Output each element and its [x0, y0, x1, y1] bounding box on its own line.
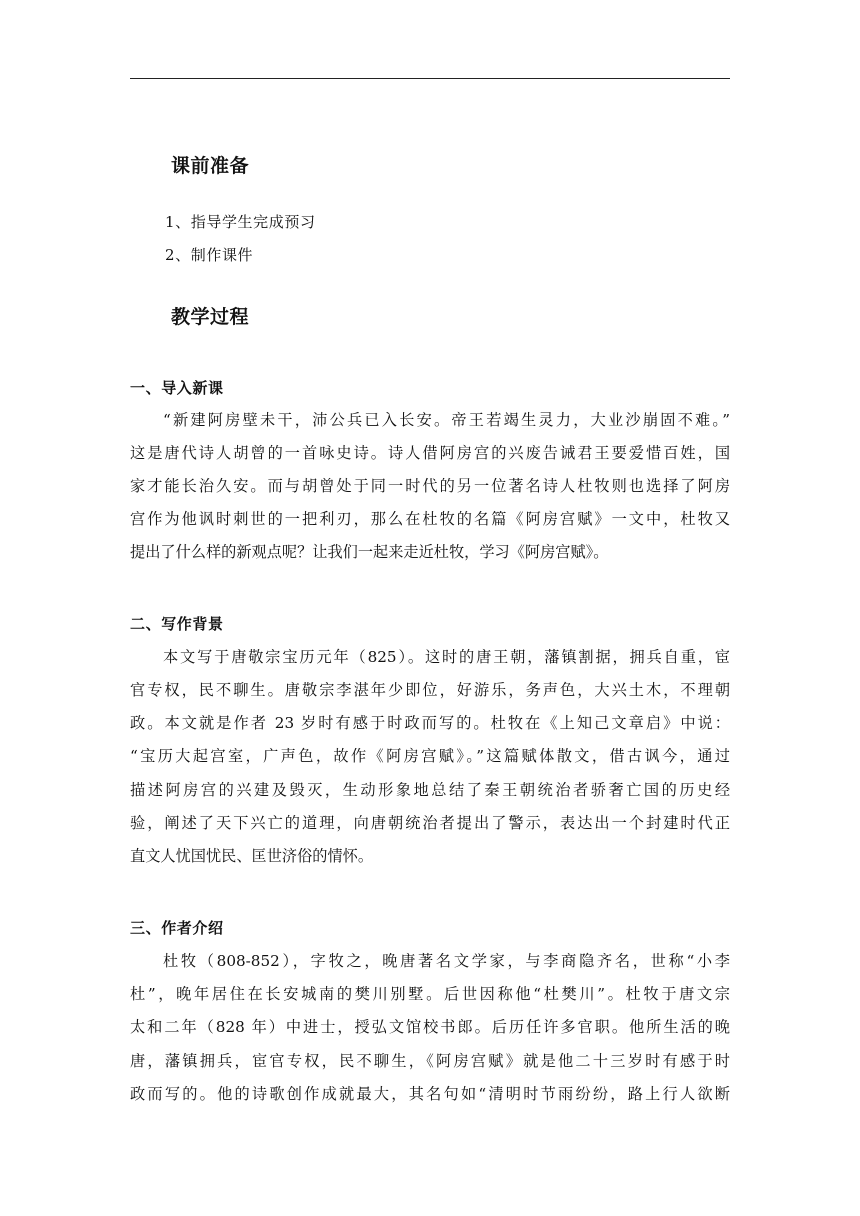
background-line-6: 验，阐述了天下兴亡的道理，向唐朝统治者提出了警示，表达出一个封建时代正 — [130, 814, 730, 832]
background-line-2: 官专权，民不聊生。唐敬宗李湛年少即位，好游乐，务声色，大兴土木，不理朝 — [130, 681, 730, 699]
background-line-5: 描述阿房宫的兴建及毁灭，生动形象地总结了秦王朝统治者骄奢亡国的历史经 — [130, 781, 730, 799]
background-line-1: 本文写于唐敬宗宝历元年（825）。这时的唐王朝，藩镇割据，拥兵自重，宦 — [163, 648, 730, 666]
intro-line-3: 家才能长治久安。而与胡曾处于同一时代的另一位著名诗人杜牧则也选择了阿房 — [130, 477, 730, 495]
author-line-4: 唐，藩镇拥兵，宦官专权，民不聊生，《阿房宫赋》就是他二十三岁时有感于时 — [130, 1052, 730, 1070]
prep-title: 课前准备 — [171, 155, 250, 177]
author-heading: 三、作者介绍 — [130, 919, 224, 937]
prep-item-1: 1、指导学生完成预习 — [165, 213, 316, 231]
background-line-4: “宝历大起宫室，广声色，故作《阿房宫赋》。”这篇赋体散文，借古讽今，通过 — [130, 747, 730, 765]
intro-heading: 一、导入新课 — [130, 379, 224, 397]
intro-line-4: 宫作为他讽时刺世的一把利刃，那么在杜牧的名篇《阿房宫赋》一文中，杜牧又 — [130, 510, 730, 528]
author-line-5: 政而写的。他的诗歌创作成就最大，其名句如“清明时节雨纷纷，路上行人欲断 — [130, 1085, 730, 1103]
intro-line-2: 这是唐代诗人胡曾的一首咏史诗。诗人借阿房宫的兴废告诫君王要爱惜百姓，国 — [130, 444, 730, 462]
process-title: 教学过程 — [171, 306, 250, 328]
author-line-1: 杜牧（808-852），字牧之，晚唐著名文学家，与李商隐齐名，世称“小李 — [163, 952, 730, 970]
author-line-3: 太和二年（828 年）中进士，授弘文馆校书郎。后历任许多官职。他所生活的晚 — [130, 1018, 730, 1036]
background-line-7: 直文人忧国忧民、匡世济俗的情怀。 — [130, 847, 373, 865]
prep-item-2: 2、制作课件 — [165, 246, 254, 264]
header-rule — [130, 78, 730, 79]
background-heading: 二、写作背景 — [130, 615, 224, 633]
author-line-2: 杜”，晚年居住在长安城南的樊川别墅。后世因称他“杜樊川”。杜牧于唐文宗 — [130, 985, 730, 1003]
intro-line-5: 提出了什么样的新观点呢？让我们一起来走近杜牧，学习《阿房宫赋》。 — [130, 543, 609, 561]
background-line-3: 政。本文就是作者 23 岁时有感于时政而写的。杜牧在《上知己文章启》中说： — [130, 714, 730, 732]
intro-line-1: “新建阿房壁未干，沛公兵已入长安。帝王若竭生灵力，大业沙崩固不难。” — [163, 411, 730, 429]
